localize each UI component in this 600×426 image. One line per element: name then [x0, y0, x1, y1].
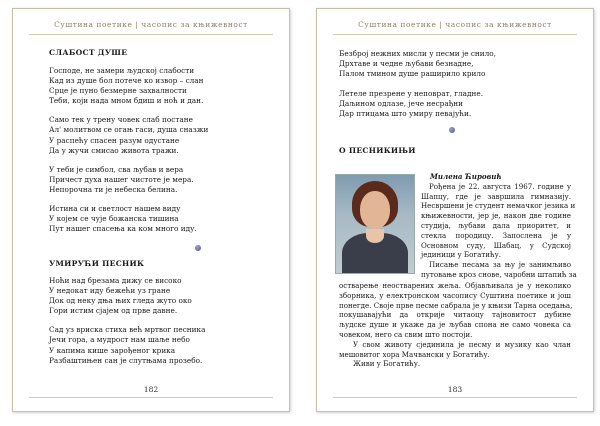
verse-line: У распећу спасен разум одустане — [49, 135, 180, 145]
running-head: Суштина поетике | часопис за књижевност — [358, 20, 552, 29]
bio-line: Несвршени је студент немачког језика и — [421, 201, 576, 211]
verse-line: Палом тмином душе раширило крило — [339, 69, 486, 79]
verse-line: Јечи гора, а мудрост нам шаље небо — [49, 335, 190, 345]
bio-line: студија, љубави дала приоритет, и — [421, 220, 571, 230]
bio-line: књижевности, јер је, након две године — [421, 211, 571, 221]
right-page — [316, 8, 594, 412]
verse-line: У недокат иду бежећи уз гране — [49, 286, 171, 296]
stanza — [339, 89, 569, 119]
stanza — [49, 325, 265, 365]
section-title: О ПЕСНИКИЊИ — [339, 146, 416, 155]
stanza — [339, 49, 569, 79]
verse-line: Теби, који нада мном бдиш и ноћ и дан. — [49, 96, 204, 106]
verse-line: Непорочна ти је небеска белина. — [49, 184, 178, 194]
bio-full-width — [339, 281, 571, 369]
verse-line: Само тек у трену човек слаб постане — [49, 115, 193, 125]
header-rule — [333, 34, 577, 35]
bio-line: покушавајући да открије читаоцу тајновитост дубине — [339, 310, 571, 320]
verse-line: Срце је пуно безмерне захвалности — [49, 86, 187, 96]
stanza — [49, 204, 265, 234]
verse-line: Дрхтаве и чедне љубави безнадне, — [339, 59, 474, 69]
bio-line: Писање песама за њу је занимљиво — [429, 260, 571, 270]
verse-line: Безброј нежних мисли у песми је снило, — [339, 49, 497, 58]
running-head: Суштина поетике | часопис за књижевност — [54, 20, 248, 29]
verse-line: У којем се чује божанска тишина — [49, 214, 179, 224]
bio-beside-photo — [421, 172, 577, 280]
verse-line: Даљином одлазе, јече несрађни — [339, 99, 463, 109]
poem-continuation — [339, 49, 569, 120]
ornament-dot — [449, 127, 455, 133]
stanza — [49, 276, 265, 316]
header-rule — [29, 34, 273, 35]
poem-umiruci-pesnik — [49, 258, 265, 366]
bio-line: зборника, у електронском часопису Суштина поетике и још — [339, 290, 571, 300]
bio-line: понегде. Своје прве песме сабрала је у књизи Тарна оседања, — [339, 300, 573, 310]
bio-line: човеком, него са свим што постоји. — [339, 329, 473, 339]
verse-line: Причест духа нашег чистоте је мера. — [49, 174, 194, 184]
verse-line: Дар птицама што умиру певајући. — [339, 109, 472, 119]
bio-line: Живи у Богатићу. — [353, 359, 421, 369]
footer-rule — [29, 397, 273, 398]
stanza — [49, 165, 265, 195]
verse-line: Разбаштињен сан је слутњама прозебо. — [49, 355, 203, 365]
bio-line: Рођена је 22. августа 1967. године у — [429, 181, 571, 191]
verse-line: Кад из душе бол потече ко извор – слан — [49, 76, 204, 86]
bio-line: Основном суду, Шабац, у Судској — [421, 240, 571, 250]
verse-line: Да у жучи смисао живота тражи. — [49, 145, 179, 155]
page-number: 182 — [143, 385, 159, 394]
verse-line: Господе, не замери људској слабости — [49, 66, 195, 75]
poem-slabost-duse — [49, 47, 265, 234]
verse-line: Гори истим сјајем од прве давне. — [49, 306, 178, 316]
bio-line: Шапцу, где је завршила гимназију. — [421, 191, 571, 201]
bio-line: мешовитог хора Мачвански у Богатићу. — [339, 349, 490, 359]
bio-line: стекла породицу. Запослена је у — [421, 230, 571, 240]
verse-line: Док од неку дња њих гледа жуто око — [49, 296, 192, 306]
verse-line: У капима кише зарођеног крика — [49, 345, 176, 355]
verse-line: У теби је симбол, сва љубав и вера — [49, 164, 184, 174]
verse-line: Сад уз вриска стиха већ мртвог песника — [49, 325, 206, 335]
left-page — [12, 8, 290, 412]
author-name: Милена Ћировић — [430, 172, 502, 181]
page-number: 183 — [447, 385, 463, 394]
bio-line: људске душе и укаже да је љубав спона не само човека са — [339, 320, 571, 330]
verse-line: Ал' молитвом се огањ гаси, душа сназжи — [49, 125, 209, 135]
ornament-dot — [195, 245, 201, 251]
poem-title: УМИРУЋИ ПЕСНИК — [49, 259, 145, 268]
author-photo — [335, 174, 415, 274]
bio-line: путовање кроз снове, чаробни штапић за — [421, 269, 577, 279]
bio-line: јединици у Богатићу. — [421, 250, 502, 260]
footer-rule — [333, 397, 577, 398]
verse-line: Истина си и светлост нашем виду — [49, 204, 181, 214]
bio-line: У свом животу сјединила је песму и музику као члан — [353, 339, 571, 349]
verse-line: Пут нашег спасења ка ком много иду. — [49, 224, 197, 234]
verse-line: Ноћи над брезама дижу се високо — [49, 276, 182, 285]
stanza — [49, 115, 265, 155]
bio-line: остварење неостварених жеља. Објављивала је у неколико — [339, 281, 571, 290]
stanza — [49, 66, 265, 106]
poem-title: СЛАБОСТ ДУШЕ — [49, 48, 128, 57]
verse-line: Летеле презрене у неповрат, гладне. — [339, 89, 484, 99]
